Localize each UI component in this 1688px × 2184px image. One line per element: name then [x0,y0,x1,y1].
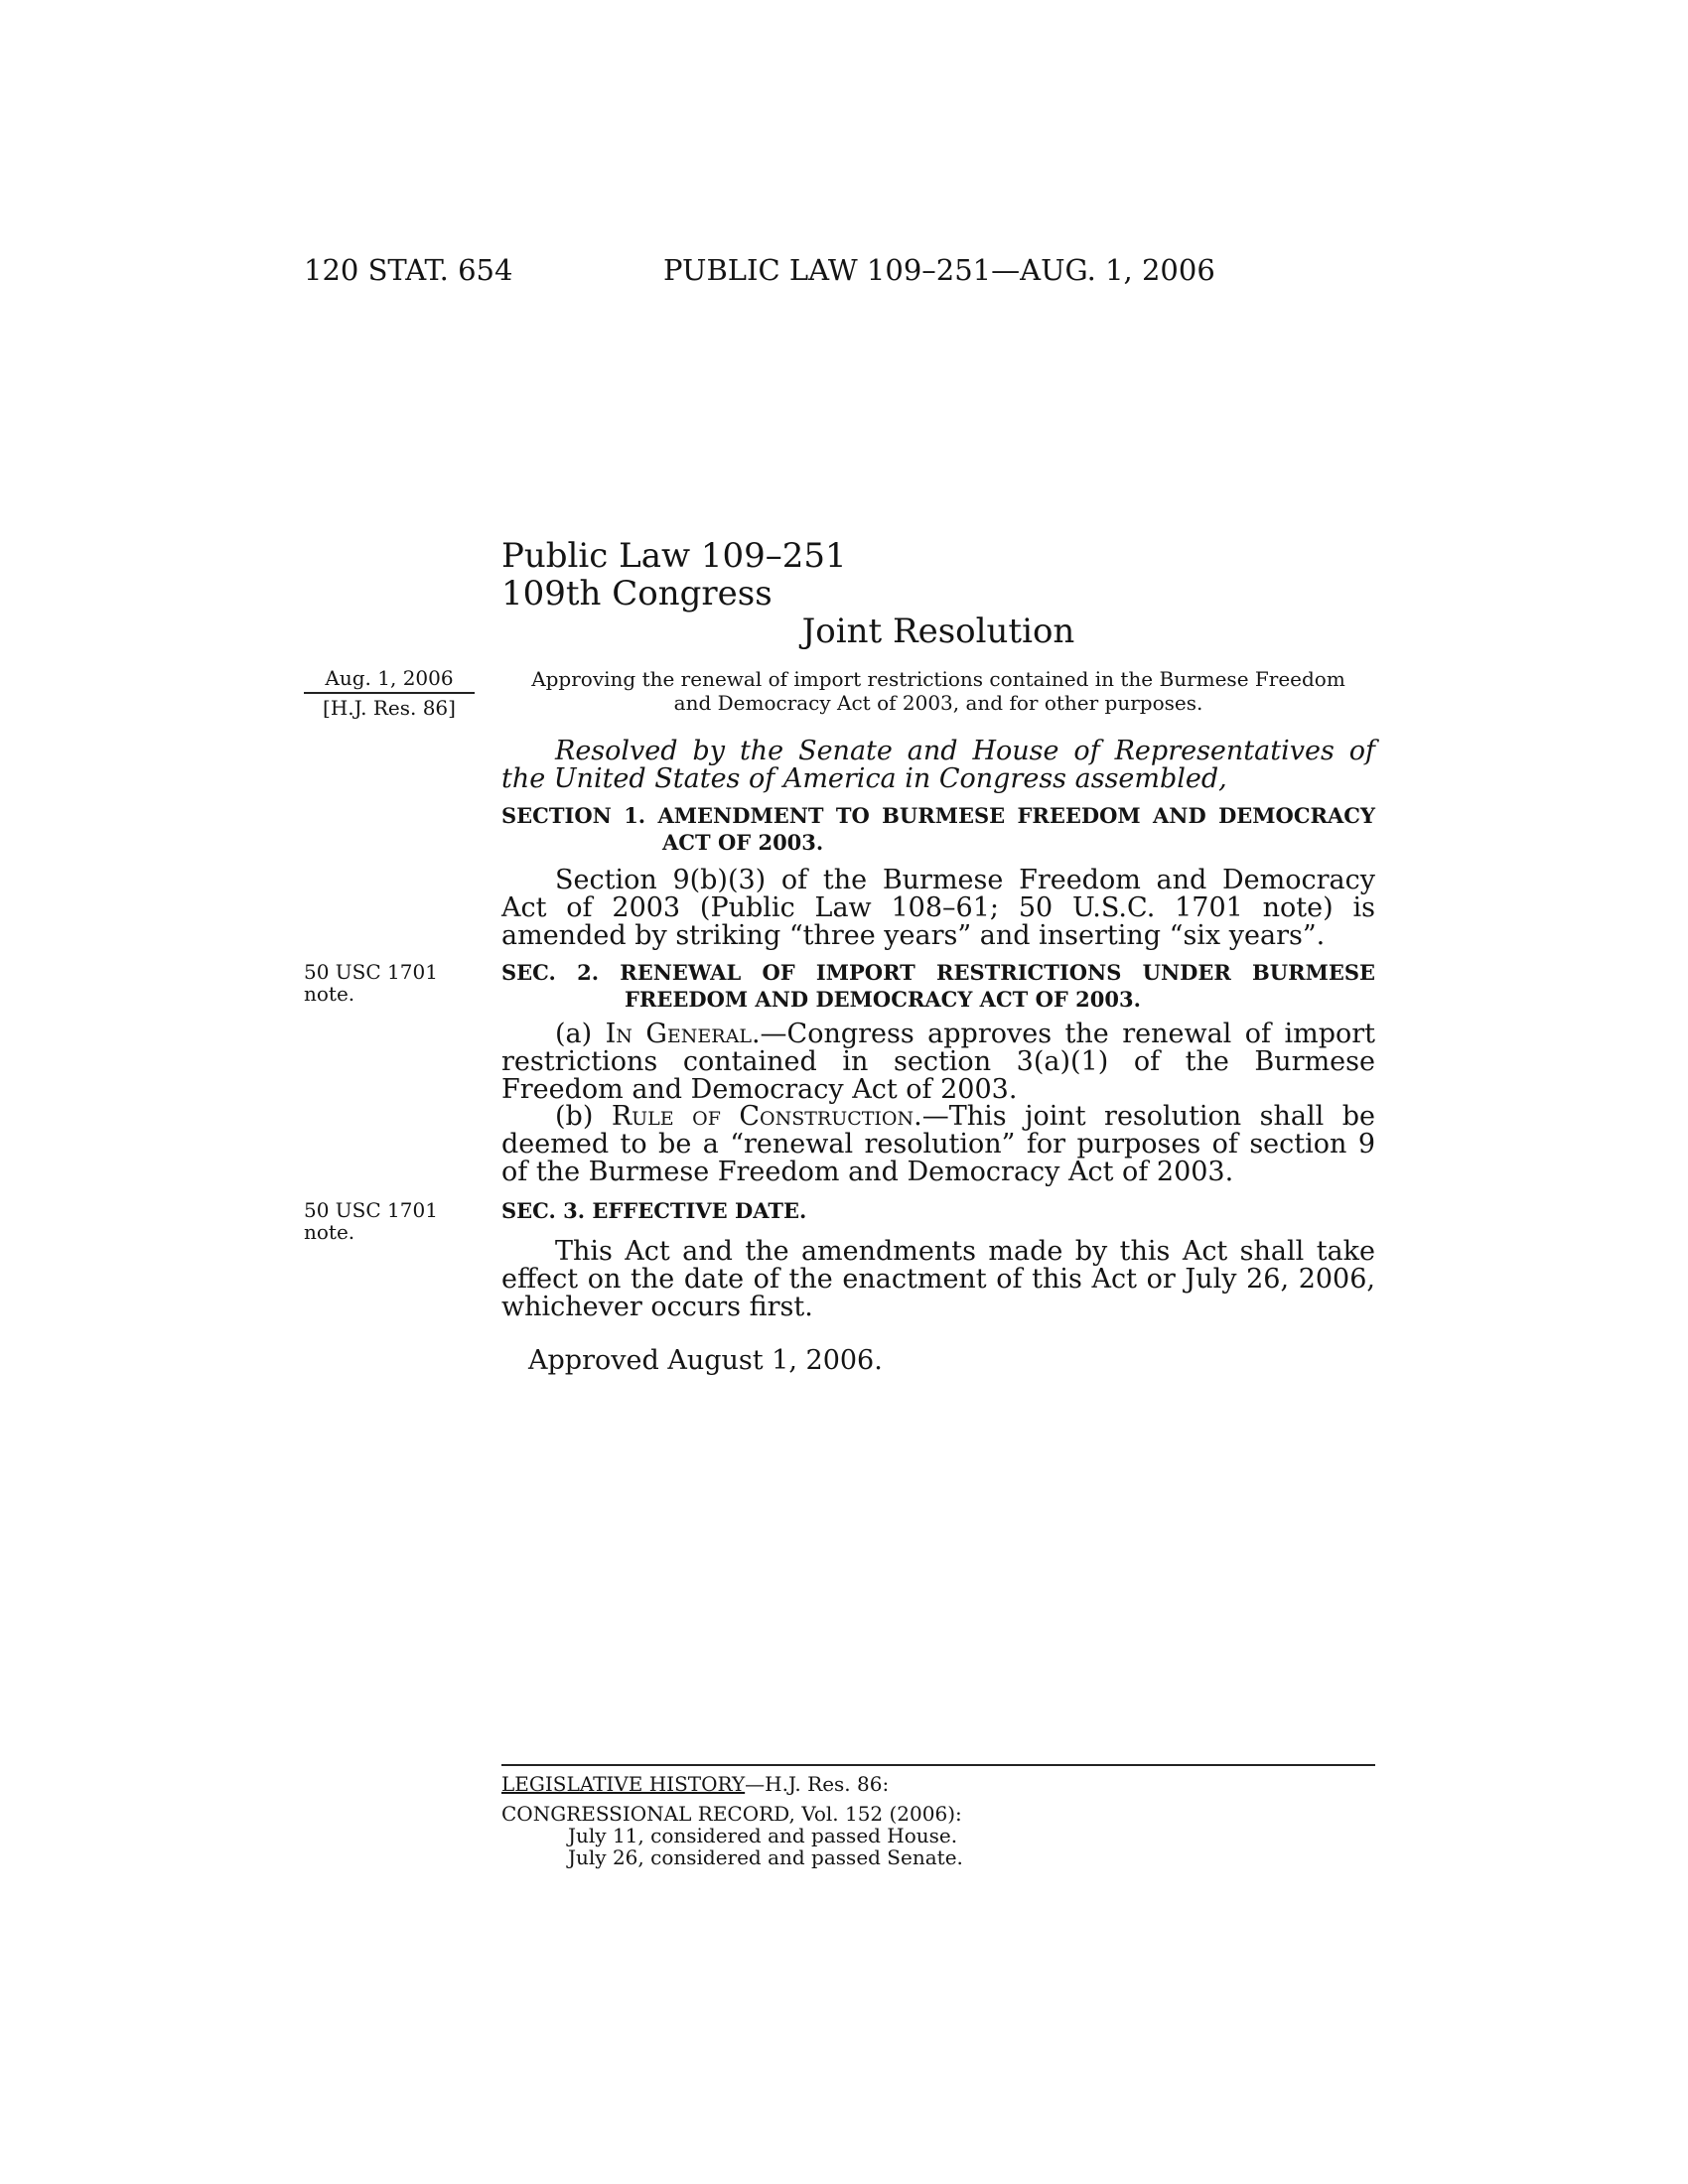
running-header: PUBLIC LAW 109–251—AUG. 1, 2006 [663,253,1215,287]
legislative-history-heading [501,1773,889,1795]
section-2-heading: SEC. 2. RENEWAL OF IMPORT RESTRICTIONS UNDER BURMESE FREEDOM AND DEMOCRACY ACT OF 2003. [501,960,1375,1012]
subsection-label: (b) [555,1101,612,1132]
usc-citation: 50 USC 1701 [304,960,438,984]
bill-number-note: [H.J. Res. 86] [323,696,456,720]
enacting-clause: Resolved by the Senate and House of Representatives of the United States of America in Congress assembled, [501,736,1375,794]
usc-citation: 50 USC 1701 [304,1198,438,1222]
margin-divider [304,692,475,694]
section-3-text: This Act and the amendments made by this Act shall take effect on the date of the enactment of this Act or July 26, 2006, whichever occurs first. [501,1236,1375,1322]
legislative-history-bill: —H.J. Res. 86: [745,1772,890,1796]
congressional-record-line: CONGRESSIONAL RECORD, Vol. 152 (2006): [501,1802,962,1826]
purpose-line: Approving the renewal of import restrictions contained in the Burmese Freedom [531,667,1345,691]
purpose-line: and Democracy Act of 2003, and for other purposes. [673,691,1203,715]
section-2-subsection-a [501,1021,1375,1104]
enactment-date-note: Aug. 1, 2006 [325,666,454,690]
congress-number: 109th Congress [501,574,773,614]
approval-date: Approved August 1, 2006. [528,1345,883,1376]
legislative-history-label: LEGISLATIVE HISTORY [501,1772,746,1796]
history-entry: July 11, considered and passed House. [568,1824,958,1847]
subsection-heading: Rule of Construction [611,1101,914,1132]
subsection-label: (a) [555,1019,606,1049]
section-1-heading: SECTION 1. AMENDMENT TO BURMESE FREEDOM AND DEMOCRACY ACT OF 2003. [501,803,1375,855]
usc-note-label: note. [304,982,355,1006]
subsection-text: .—Congress approves the renewal of import restrictions contained in section 3(a)(1) of the Burmese Freedom and Democracy Act of 2003. [501,1019,1375,1105]
usc-note-label: note. [304,1220,355,1244]
law-number: Public Law 109–251 [501,536,847,576]
section-3-heading: SEC. 3. EFFECTIVE DATE. [501,1198,807,1223]
footer-rule [501,1764,1375,1766]
document-type: Joint Resolution [801,612,1075,651]
subsection-text: .—This joint resolution shall be deemed to be a “renewal resolution” for purposes of section 9 of the Burmese Freedom and Democracy Act of 2003. [501,1101,1375,1187]
section-1-text: Section 9(b)(3) of the Burmese Freedom and Democracy Act of 2003 (Public Law 108–61; 50 U.S.C. 1701 note) is amended by striking “three years” and inserting “six years”. [501,865,1375,951]
history-entry: July 26, considered and passed Senate. [568,1845,963,1869]
usc-margin-note-sec-3 [304,1199,438,1243]
stat-page-number: 120 STAT. 654 [304,253,513,287]
purpose-statement [501,667,1375,715]
section-2-subsection-b [501,1103,1375,1186]
usc-margin-note-sec-2 [304,961,438,1005]
subsection-heading: In General [605,1019,752,1049]
